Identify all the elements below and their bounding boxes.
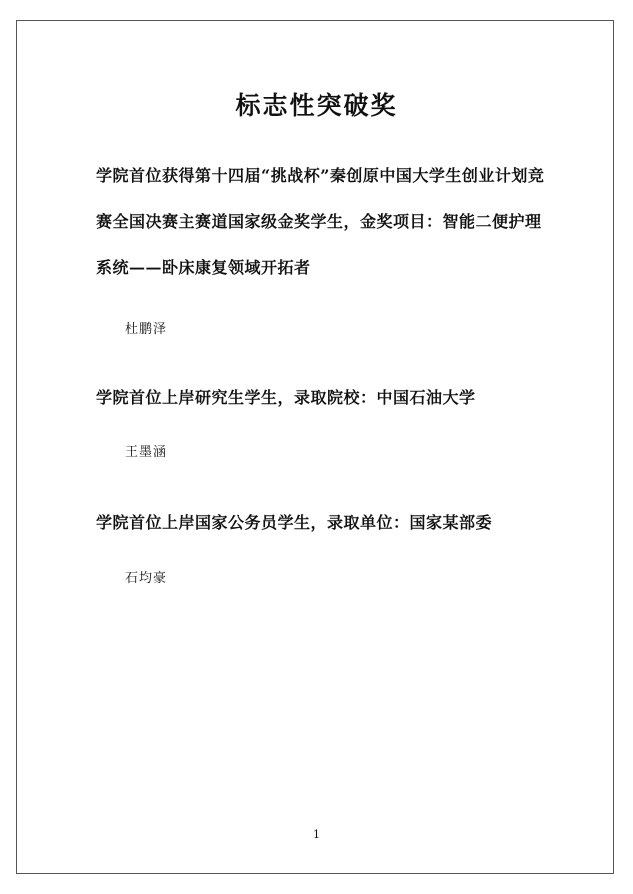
award-heading-1: 学院首位获得第十四届“挑战杯”秦创原中国大学生创业计划竞赛全国决赛主赛道国家级金奖学生，金奖项目：智能二便护理系统——卧床康复领域开拓者 [96,166,545,277]
page-border [16,20,614,874]
award-heading-2: 学院首位上岸研究生学生，录取院校：中国石油大学 [96,388,476,407]
document-title: 标志性突破奖 [235,91,398,120]
award-heading-3: 学院首位上岸国家公务员学生，录取单位：国家某部委 [96,513,493,532]
award-recipient-3: 石均豪 [125,571,168,586]
page-number: 1 [313,828,320,841]
award-recipient-2: 王墨涵 [125,445,168,460]
award-recipient-1: 杜鹏泽 [125,322,168,337]
